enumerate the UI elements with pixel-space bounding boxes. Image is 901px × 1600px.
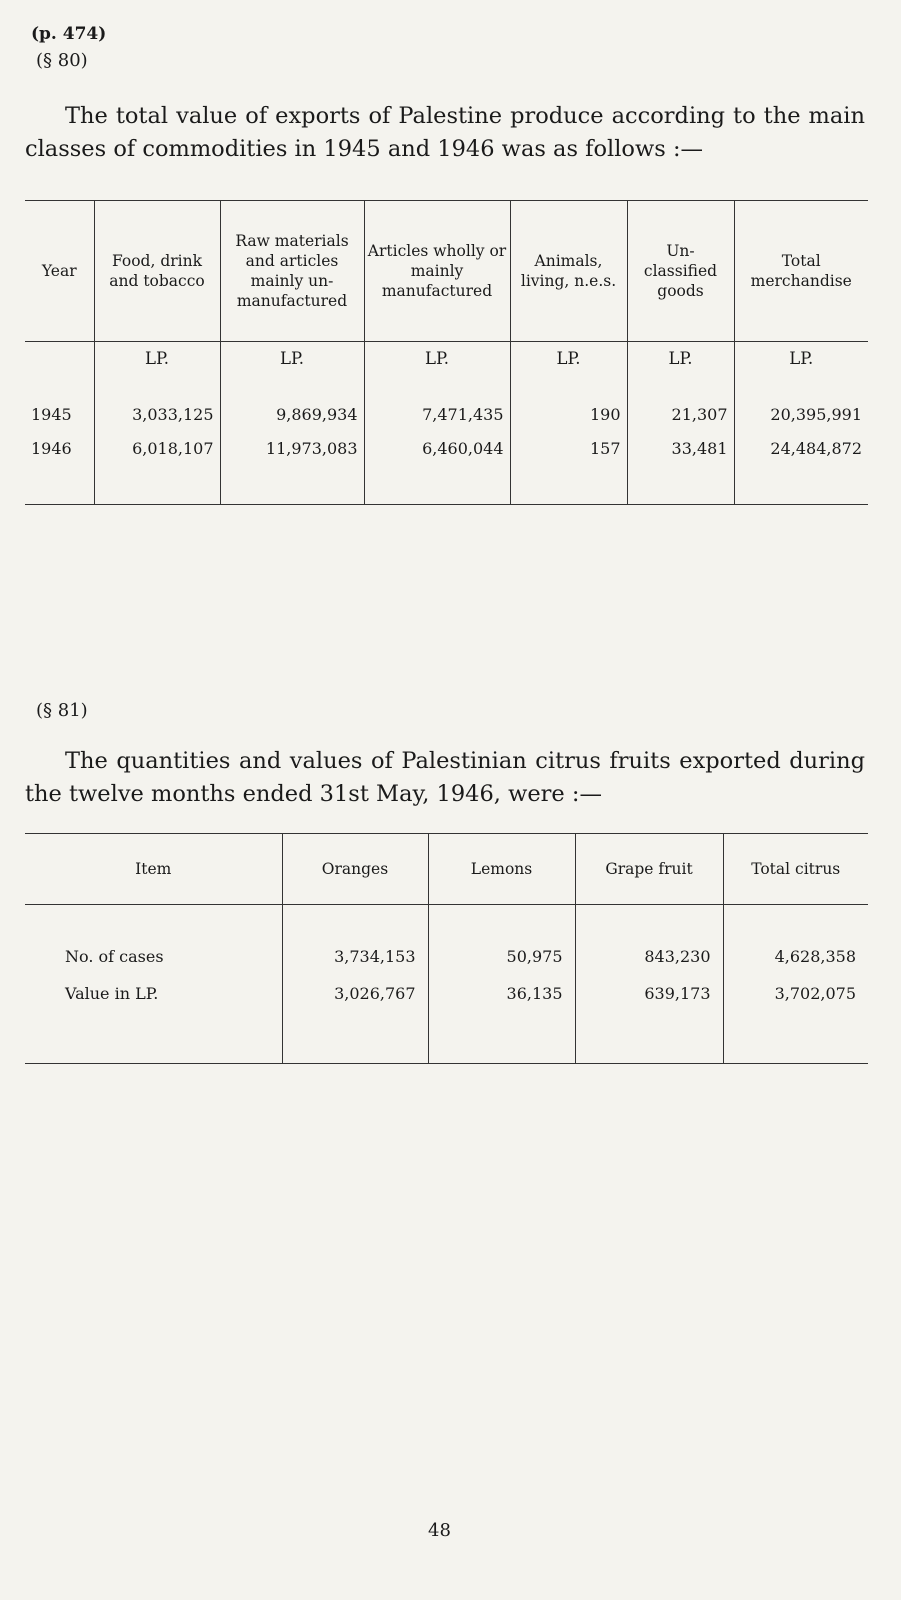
paragraph-exports-value: The total value of exports of Palestine produce according to the main classes of commodities in 1945 and 1946 was as follows :— (25, 103, 865, 162)
unit-cell: LP. (220, 342, 364, 373)
year-cell: 1946 (31, 438, 72, 458)
unit-cell (25, 342, 94, 373)
table-row (25, 905, 868, 971)
unit-cell: LP. (734, 342, 868, 373)
units-row (25, 342, 868, 373)
value-cell: 4,628,358 (723, 905, 868, 971)
table-spacer-row (25, 1016, 868, 1064)
column-header: Total citrus (723, 834, 868, 905)
column-header: Total merchandise (734, 201, 868, 342)
table-header-row (25, 201, 868, 342)
page-number: 48 (428, 1520, 451, 1541)
unit-cell: LP. (510, 342, 627, 373)
value-cell: 3,702,075 (723, 970, 868, 1016)
column-header: Year (25, 201, 94, 342)
value-cell: 190 (510, 372, 627, 428)
unit-cell: LP. (364, 342, 510, 373)
column-header: Oranges (282, 834, 428, 905)
column-header: Animals, living, n.e.s. (510, 201, 627, 342)
value-cell: 7,471,435 (364, 372, 510, 428)
column-header: Food, drink and tobacco (94, 201, 220, 342)
value-cell: 3,026,767 (282, 970, 428, 1016)
unit-cell: LP. (94, 342, 220, 373)
column-header: Grape fruit (575, 834, 723, 905)
exports-by-class-table (25, 200, 868, 505)
column-header: Un- classified goods (627, 201, 734, 342)
column-header: Item (25, 834, 282, 905)
paragraph-citrus-exports: The quantities and values of Palestinian citrus fruits exported during the twelve months ended 31st May, 1946, were :— (25, 748, 865, 807)
value-cell: 3,033,125 (94, 372, 220, 428)
section-80-label: (§ 80) (36, 50, 88, 71)
value-cell: 20,395,991 (734, 372, 868, 428)
value-cell: 639,173 (575, 970, 723, 1016)
value-cell: 24,484,872 (734, 428, 868, 468)
value-cell: 36,135 (428, 970, 575, 1016)
row-label-cell: Value in LP. (65, 983, 159, 1003)
value-cell: 33,481 (627, 428, 734, 468)
year-cell: 1945 (31, 405, 72, 424)
table-row (25, 372, 868, 428)
value-cell: 21,307 (627, 372, 734, 428)
page-reference: (p. 474) (31, 24, 107, 44)
value-cell: 9,869,934 (220, 372, 364, 428)
table-header-row (25, 834, 868, 905)
value-cell: 11,973,083 (220, 428, 364, 468)
table-row (25, 428, 868, 468)
row-label-cell: No. of cases (65, 947, 164, 966)
value-cell: 6,018,107 (94, 428, 220, 468)
value-cell: 157 (510, 428, 627, 468)
unit-cell: LP. (627, 342, 734, 373)
section-81-label: (§ 81) (36, 700, 88, 721)
value-cell: 50,975 (428, 905, 575, 971)
table-row (25, 970, 868, 1016)
column-header: Articles wholly or mainly manufactured (364, 201, 510, 342)
value-cell: 6,460,044 (364, 428, 510, 468)
value-cell: 843,230 (575, 905, 723, 971)
column-header: Raw materials and articles mainly un- manufactured (220, 201, 364, 342)
table-spacer-row (25, 468, 868, 505)
value-cell: 3,734,153 (282, 905, 428, 971)
column-header: Lemons (428, 834, 575, 905)
citrus-exports-table (25, 833, 868, 1064)
